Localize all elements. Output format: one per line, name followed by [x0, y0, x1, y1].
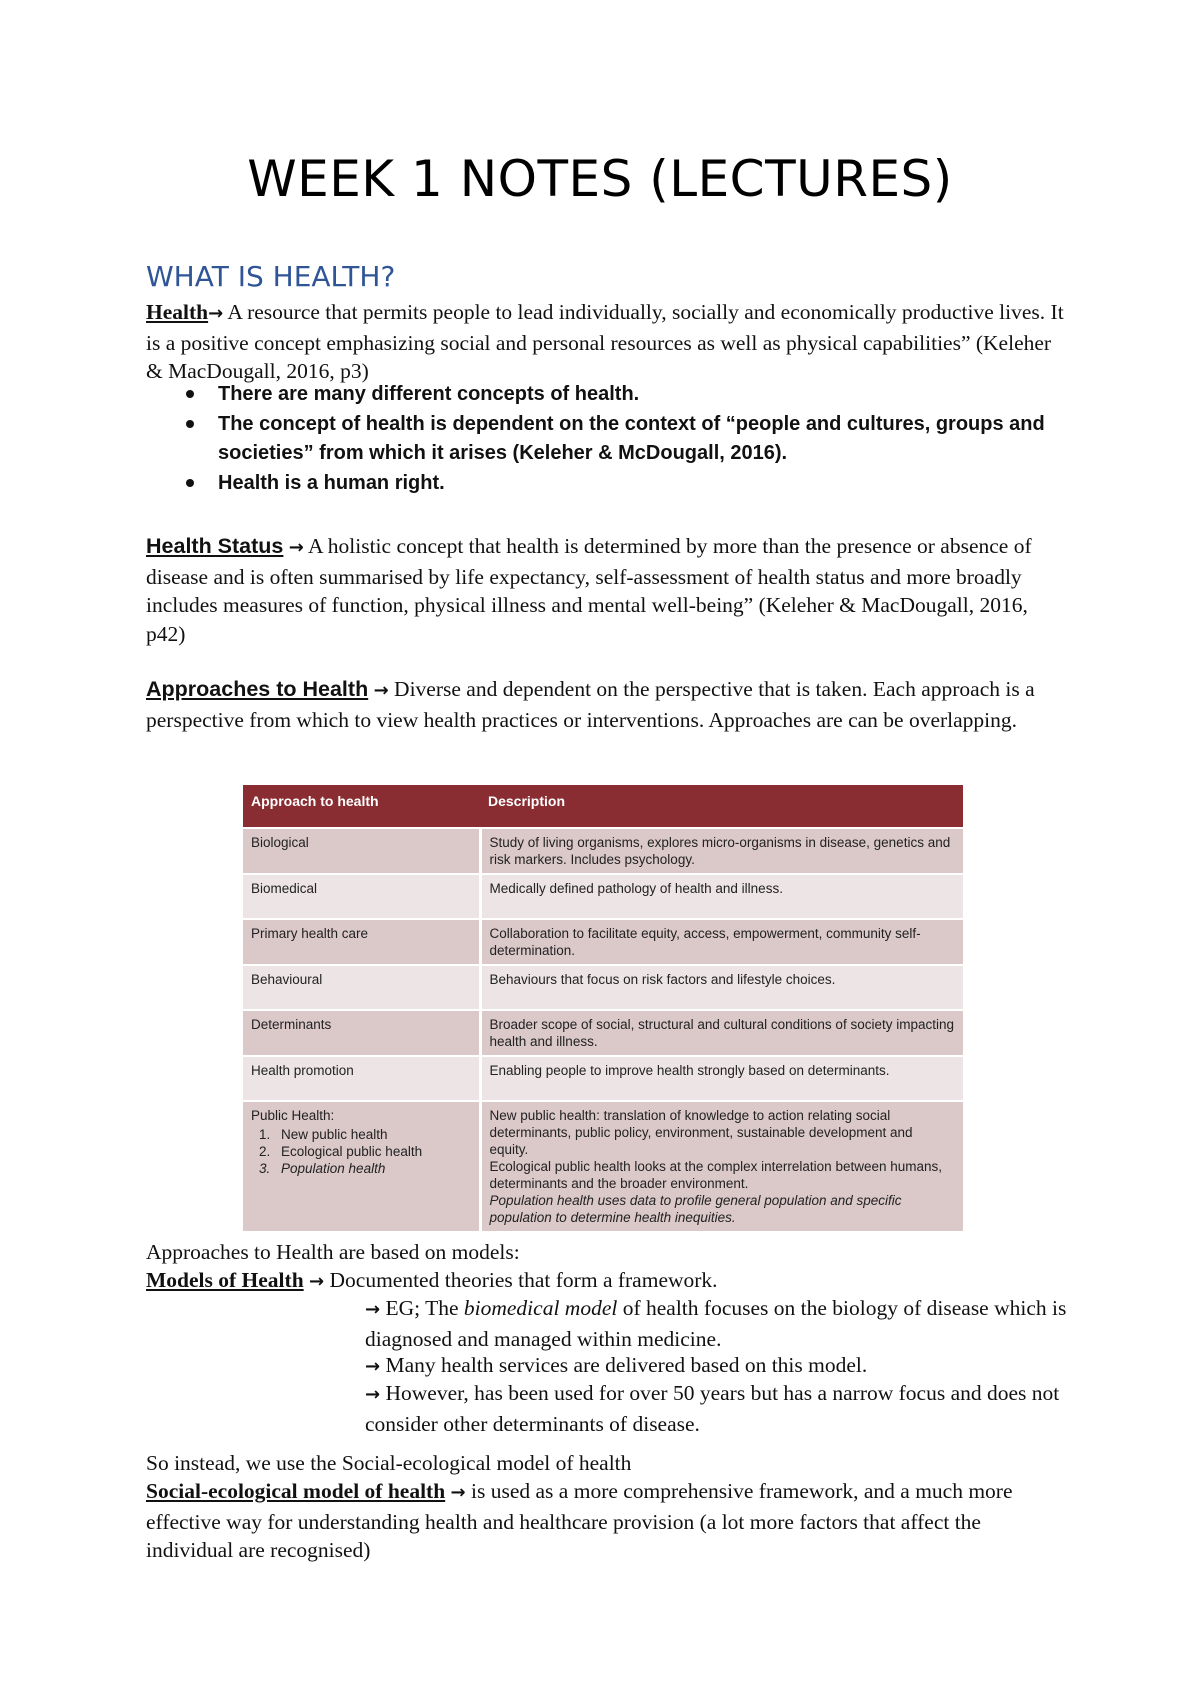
models-definition: [146, 1266, 1066, 1297]
approaches-table-image: [243, 785, 963, 1228]
approach-cell: Primary health care: [243, 919, 480, 965]
bullet-icon: [186, 420, 194, 428]
approach-cell: Biological: [243, 828, 480, 874]
table-row: [243, 828, 963, 874]
health-status-term: Health Status: [146, 534, 284, 558]
approach-cell: Biomedical: [243, 874, 480, 919]
social-definition: [146, 1477, 1066, 1565]
health-status-text: A holistic concept that health is determined by more than the presence or absence of disease and is often summarised by life expectancy, self-assessment of health status and more broadly includes measures of function, physical illness and mental well-being” (Keleher & MacDougall, 2016, p42): [146, 534, 1032, 646]
table-row: [243, 1056, 963, 1101]
description-cell: Collaboration to facilitate equity, access, empowerment, community self-determination.: [480, 919, 963, 965]
table-header-row: [243, 785, 963, 828]
arrow-icon: →: [365, 1356, 381, 1377]
description-cell: Enabling people to improve health strongly based on determinants.: [480, 1056, 963, 1101]
bullet-icon: [186, 390, 194, 398]
table-row: [243, 965, 963, 1010]
public-health-list: [251, 1126, 471, 1177]
description-cell: Broader scope of social, structural and cultural conditions of society impacting health and illness.: [480, 1010, 963, 1056]
arrow-icon: →: [288, 537, 304, 558]
models-text: Documented theories that form a framework.: [324, 1268, 718, 1292]
models-point-3: → However, has been used for over 50 years but has a narrow focus and does not consider other determinants of disease.: [365, 1381, 1060, 1436]
table-row-public-health: [243, 1101, 963, 1231]
approach-cell: [243, 1101, 480, 1231]
biomedical-model-term: biomedical model: [463, 1296, 618, 1320]
models-point-2: → Many health services are delivered based on this model.: [365, 1353, 868, 1377]
description-cell: Study of living organisms, explores micro-organisms in disease, genetics and risk markers. Includes psychology.: [480, 828, 963, 874]
arrow-icon: →: [309, 1271, 325, 1292]
list-item: 1. New public health: [259, 1127, 388, 1142]
health-bullet-list: [146, 380, 1066, 498]
section-heading: WHAT IS HEALTH?: [146, 260, 396, 293]
list-item: Health is a human right.: [146, 469, 1066, 499]
social-intro: So instead, we use the Social-ecological model of health: [146, 1451, 632, 1475]
social-term: Social-ecological model of health: [146, 1479, 446, 1503]
social-text: is used as a more comprehensive framework, and a much more effective way for understanding health and healthcare provision (a lot more factors that affect the individual are recognised): [146, 1479, 1013, 1562]
table-row: [243, 1010, 963, 1056]
list-item: 3. Population health: [259, 1161, 386, 1176]
list-item: There are many different concepts of health.: [146, 380, 1066, 410]
models-intro: Approaches to Health are based on models:: [146, 1240, 520, 1264]
health-definition: [146, 298, 1066, 386]
table-row: [243, 874, 963, 919]
public-health-label: Public Health:: [251, 1108, 335, 1123]
approach-cell: Behavioural: [243, 965, 480, 1010]
approach-cell: Health promotion: [243, 1056, 480, 1101]
approach-cell: Determinants: [243, 1010, 480, 1056]
arrow-icon: →: [208, 303, 224, 324]
health-status-definition: [146, 532, 1066, 648]
list-item: The concept of health is dependent on the context of “people and cultures, groups and societies” from which it arises (Keleher & McDougall, 2016).: [146, 410, 1066, 469]
health-definition-text: A resource that permits people to lead individually, socially and economically productive lives. It is a positive concept emphasizing social and personal resources as well as physical capabilities” (Keleher & MacDougall, 2016, p3): [146, 300, 1064, 383]
approaches-text: Diverse and dependent on the perspective that is taken. Each approach is a perspective from which to view health practices or interventions. Approaches are can be overlapping.: [146, 677, 1035, 732]
description-cell: Medically defined pathology of health and illness.: [480, 874, 963, 919]
column-header-approach: Approach to health: [243, 785, 480, 828]
approaches-term: Approaches to Health: [146, 677, 369, 701]
arrow-icon: →: [373, 680, 389, 701]
desc-new-public-health: New public health: translation of knowledge to action relating social determinants, public policy, environment, sustainable development and equity.: [489, 1108, 913, 1157]
page-title: WEEK 1 NOTES (LECTURES): [247, 150, 953, 208]
models-example: → EG; The biomedical model of health focuses on the biology of disease which is diagnosed and managed within medicine.: [365, 1296, 1067, 1351]
list-item: 2. Ecological public health: [259, 1144, 423, 1159]
desc-population-health: Population health uses data to profile general population and specific population to determine health inequities.: [489, 1193, 902, 1225]
approaches-definition: [146, 675, 1066, 734]
column-header-description: Description: [480, 785, 963, 828]
approaches-table: [243, 785, 963, 1231]
health-term: Health: [146, 300, 209, 324]
models-term: Models of Health: [146, 1268, 304, 1292]
arrow-icon: →: [365, 1384, 381, 1405]
description-cell: [480, 1101, 963, 1231]
arrow-icon: →: [365, 1299, 381, 1320]
desc-ecological-public-health: Ecological public health looks at the complex interrelation between humans, determinants and the broader environment.: [489, 1159, 943, 1191]
description-cell: Behaviours that focus on risk factors and lifestyle choices.: [480, 965, 963, 1010]
table-row: [243, 919, 963, 965]
arrow-icon: →: [450, 1482, 466, 1503]
bullet-icon: [186, 479, 194, 487]
